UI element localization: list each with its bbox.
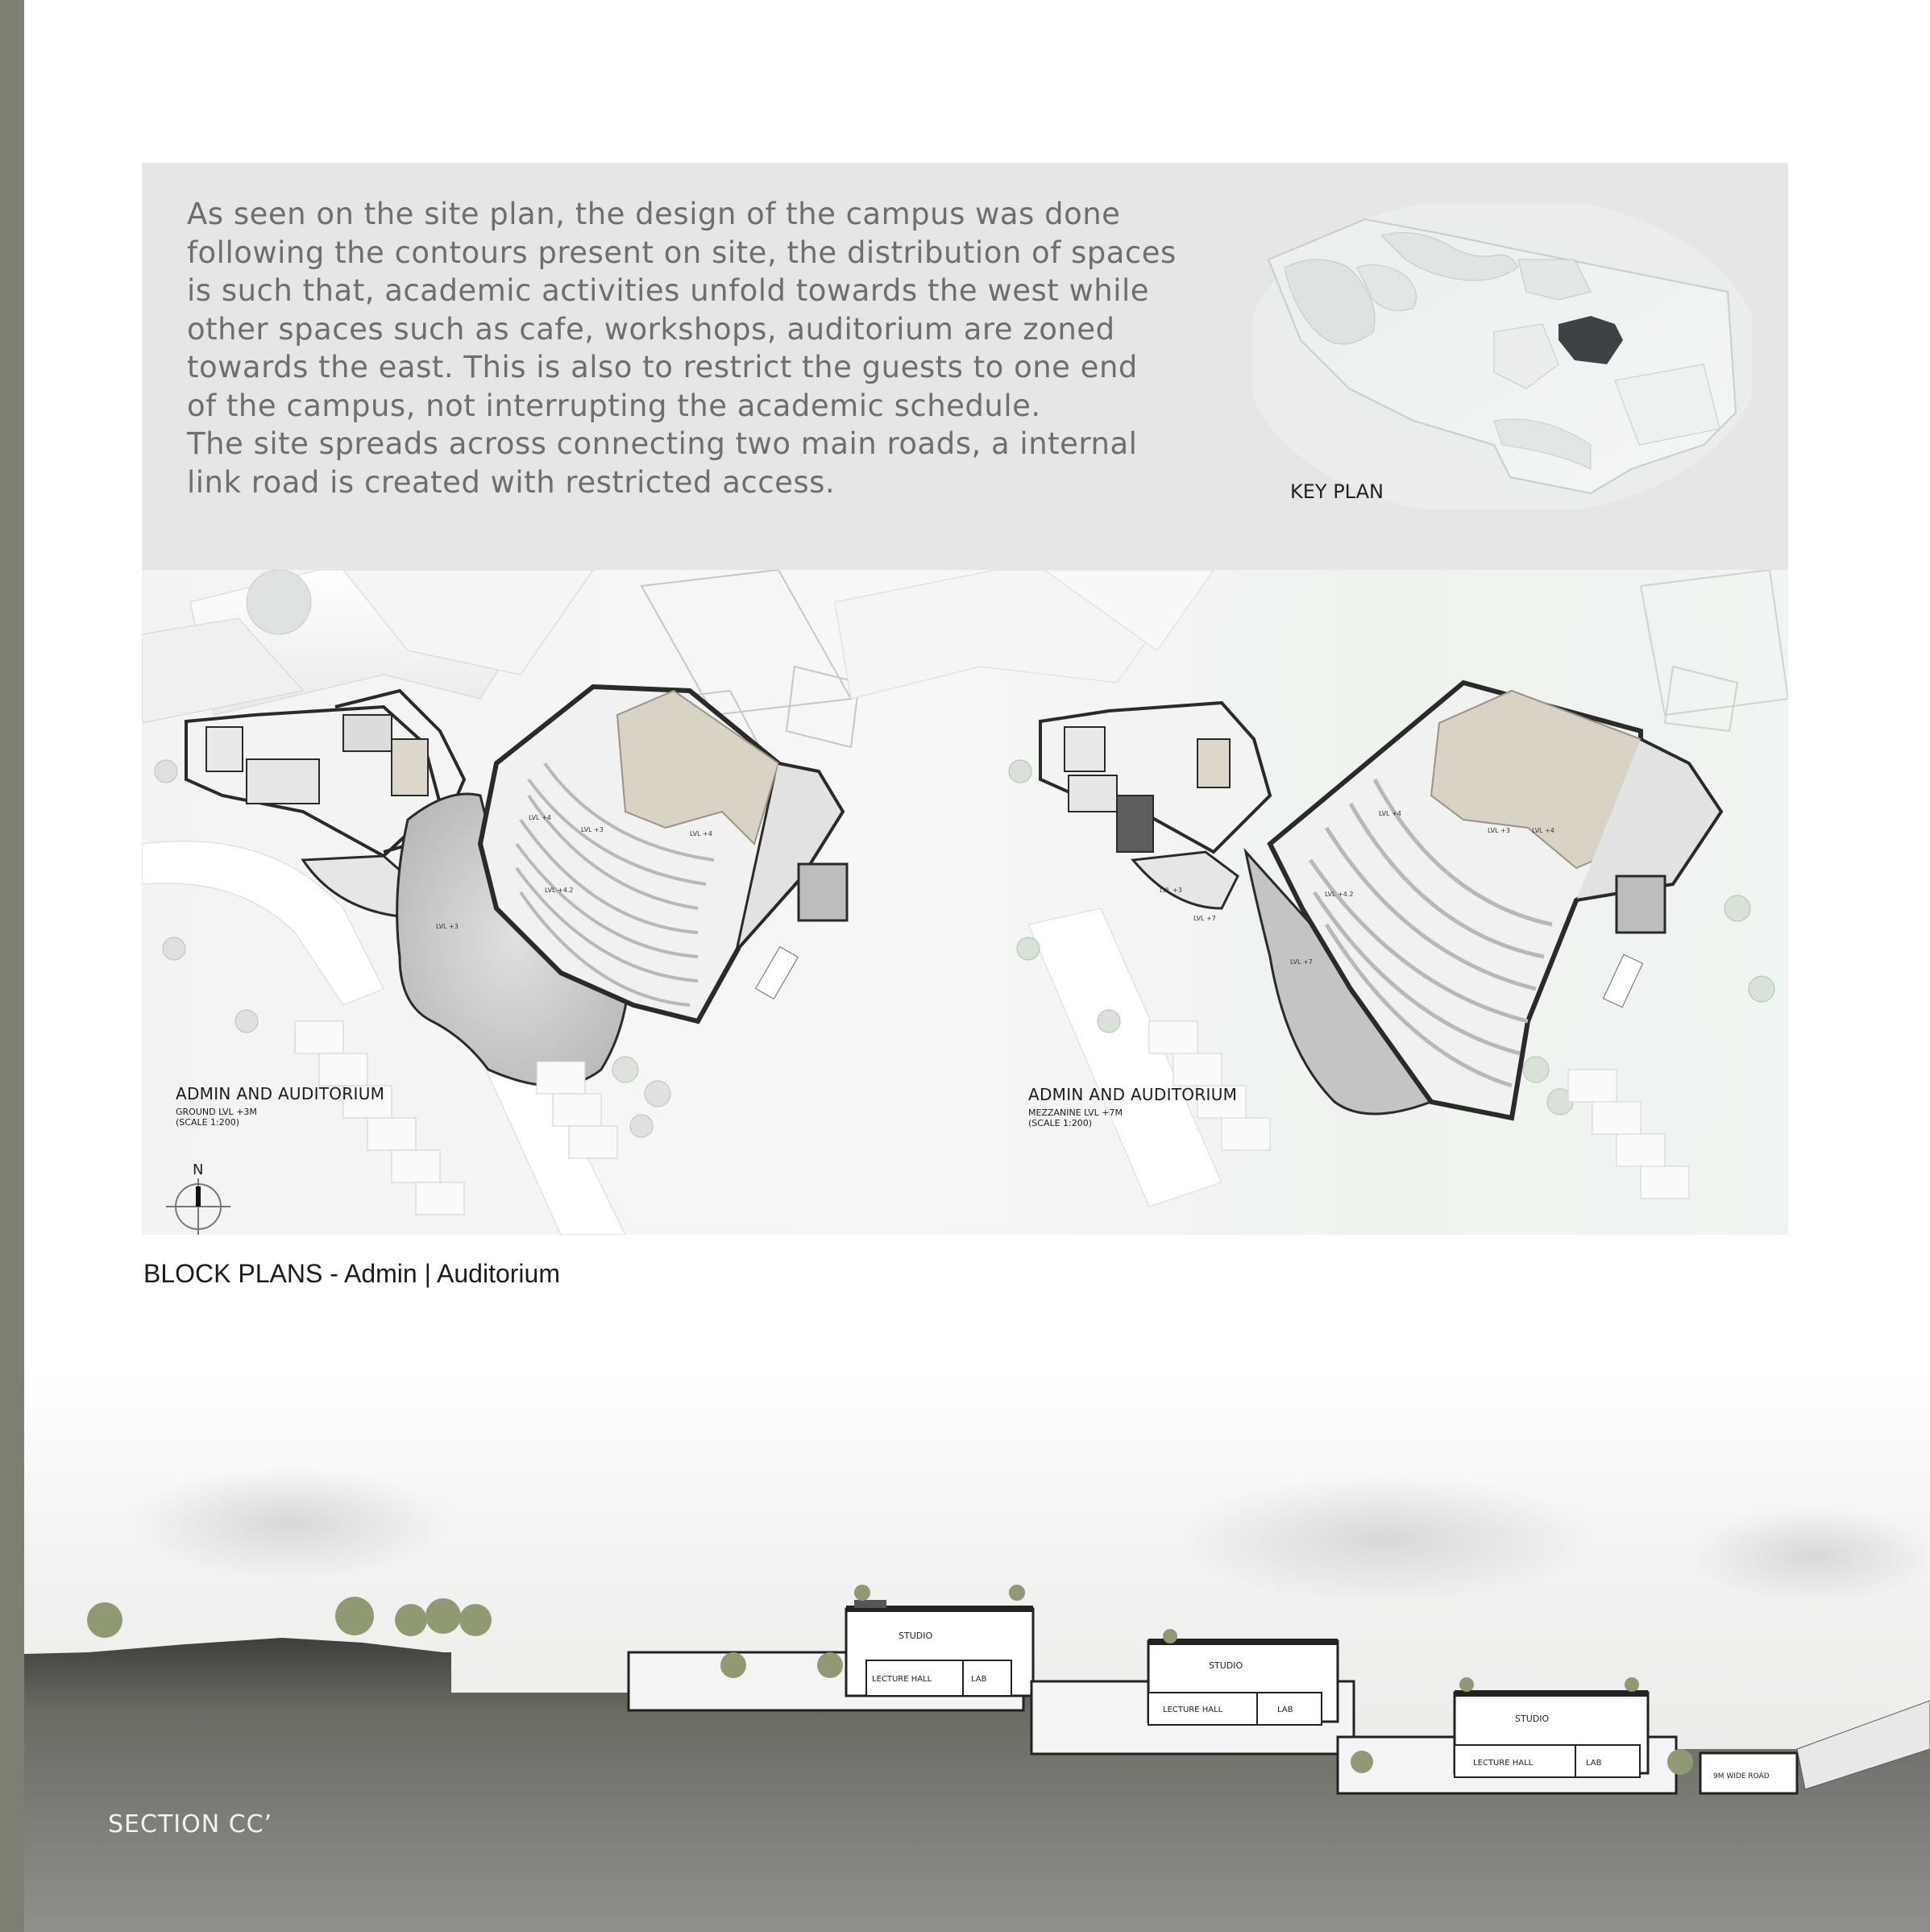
room-label-lecture-hall: LECTURE HALL (1473, 1759, 1534, 1768)
key-plan-drawing (1252, 203, 1752, 509)
room-label-lab: LAB (971, 1675, 987, 1684)
mezzanine-plan-label (1028, 1085, 1237, 1128)
level-tag: LVL +4 (529, 814, 551, 821)
level-tag: LVL +4.2 (1325, 891, 1354, 898)
level-tag: LVL +7 (1193, 915, 1216, 922)
room-label-studio: STUDIO (1209, 1660, 1243, 1671)
plan-title: ADMIN AND AUDITORIUM (176, 1084, 385, 1103)
level-tag: LVL +3 (1488, 827, 1510, 834)
level-tag: LVL +4.2 (545, 887, 574, 894)
key-plan-label: KEY PLAN (1290, 480, 1384, 503)
tree-cluster-icon (247, 570, 311, 634)
north-arrow-icon (166, 1161, 230, 1235)
description-line: towards the east. This is also to restrict the guests to one end (187, 350, 1138, 384)
level-tag: LVL +3 (1160, 887, 1182, 894)
cloud (1692, 1507, 1930, 1604)
block-plans-drawing (142, 570, 1788, 1235)
block-plans-area (142, 570, 1788, 1235)
description-line: As seen on the site plan, the design of the campus was done (187, 197, 1121, 231)
block-plans-title: BLOCK PLANS - Admin | Auditorium (143, 1259, 560, 1288)
section-drawing (24, 1370, 1930, 1932)
auditorium-mezzanine (1246, 683, 1721, 1118)
level-tag: LVL +3 (581, 826, 604, 833)
admin-block-mezzanine (1040, 703, 1270, 908)
vehicle-icon (756, 947, 799, 999)
room-label-lab: LAB (1586, 1759, 1602, 1768)
basketball-court-right (1641, 570, 1788, 731)
terraces-right (835, 570, 1214, 699)
description-line: The site spreads across connecting two main roads, a internal (187, 426, 1138, 461)
plan-scale: (SCALE 1:200) (176, 1117, 240, 1128)
ground-plan-label (176, 1084, 384, 1128)
level-tag: LVL +3 (436, 923, 459, 930)
description-line: link road is created with restricted access. (187, 464, 836, 500)
room-label-lecture-hall: LECTURE HALL (1163, 1706, 1223, 1714)
plan-level: GROUND LVL +3M (176, 1107, 257, 1117)
plan-level: MEZZANINE LVL +7M (1028, 1107, 1123, 1118)
description-line: is such that, academic activities unfold towards the west while (187, 273, 1150, 308)
north-label: N (193, 1161, 204, 1178)
room-label-studio: STUDIO (1515, 1714, 1550, 1724)
description-panel (142, 163, 1788, 570)
description-line: following the contours present on site, the distribution of spaces (187, 235, 1177, 270)
cloud (129, 1467, 451, 1580)
level-tag: LVL +4 (1379, 810, 1401, 817)
vehicle-icon (1604, 954, 1643, 1007)
description-line: of the campus, not interrupting the academic schedule. (187, 388, 1041, 423)
plan-scale: (SCALE 1:200) (1028, 1118, 1093, 1128)
level-tag: LVL +4 (690, 830, 712, 837)
description-line: other spaces such as cafe, workshops, auditorium are zoned (187, 311, 1115, 347)
road-label: 9M WIDE ROAD (1713, 1772, 1770, 1780)
plan-title: ADMIN AND AUDITORIUM (1028, 1085, 1238, 1104)
description-text (187, 195, 1178, 501)
cloud (1177, 1475, 1596, 1604)
sidebar-strip (0, 0, 24, 1932)
room-label-lab: LAB (1277, 1706, 1293, 1714)
section-title: SECTION CC’ (108, 1810, 273, 1839)
level-tag: LVL +7 (1290, 958, 1313, 966)
room-label-lecture-hall: LECTURE HALL (872, 1675, 932, 1684)
room-label-studio: STUDIO (899, 1631, 933, 1641)
level-tag: LVL +4 (1532, 827, 1554, 834)
